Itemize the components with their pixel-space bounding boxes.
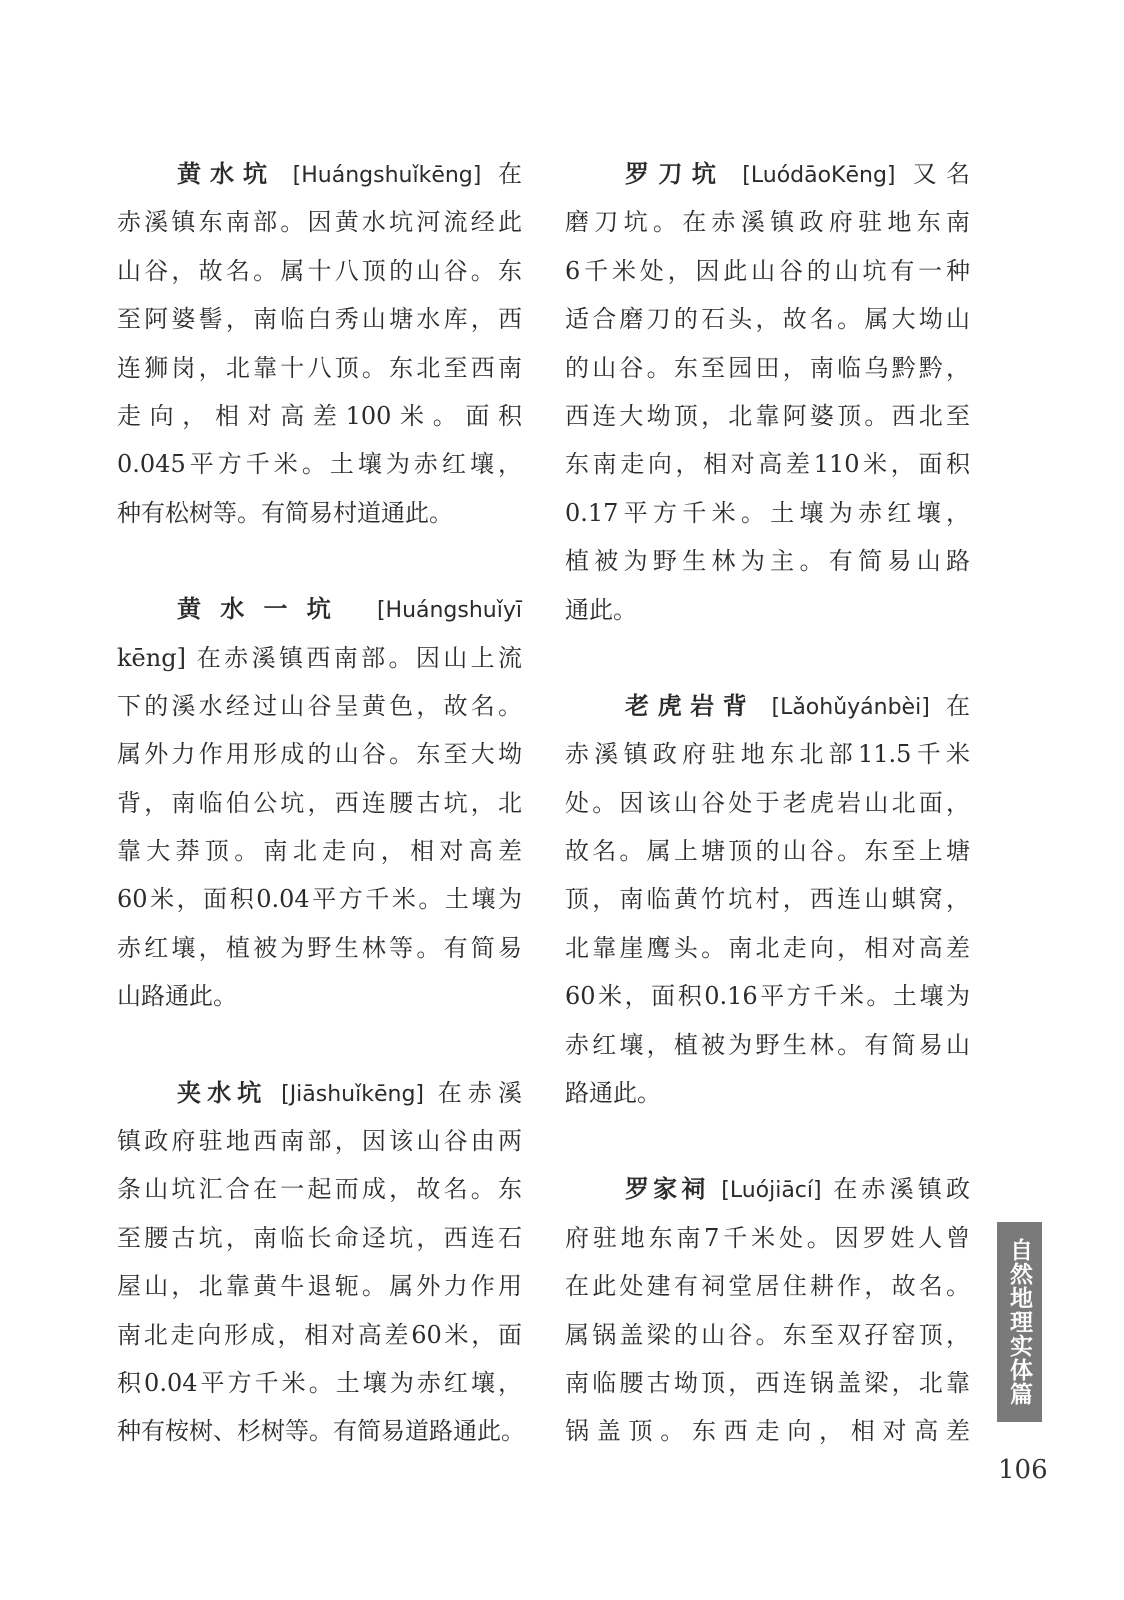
entry-line: 北靠崖鹰头。南北走向，相对高差 [565, 933, 970, 962]
entry-pinyin: [Luójiācí] [721, 1178, 822, 1204]
entry-line: 0.17平方千米。土壤为赤红壤， [565, 498, 970, 527]
entry-line: 0.045平方千米。土壤为赤红壤， [117, 450, 522, 479]
entry-line: 顶，南临黄竹坑村，西连山蜞窝， [565, 885, 970, 914]
entry-term: 老虎岩背 [625, 690, 756, 720]
entry-term: 黄水一坑 [177, 594, 351, 624]
entry-heading-line [565, 682, 970, 730]
entry-heading-line [117, 1069, 522, 1117]
entry-line: 处。因该山谷处于老虎岩山北面， [565, 788, 970, 817]
entry-pinyin: [Huángshuǐyī [376, 598, 522, 624]
entry-line: 60米，面积0.16平方千米。土壤为 [565, 982, 970, 1011]
entry-line: 通此。 [565, 595, 637, 624]
entry-line: 东南走向，相对高差110米，面积 [565, 450, 970, 479]
entry-line: 赤溪镇东南部。因黄水坑河流经此 [117, 208, 522, 237]
entry-line: 赤红壤，植被为野生林。有简易山 [565, 1030, 970, 1059]
entry-line: 西连大坳顶，北靠阿婆顶。西北至 [565, 401, 970, 430]
entry-luodaokeng [565, 150, 970, 634]
entry-luojiaci [565, 1165, 970, 1455]
entry-heading-rest: 在 [498, 160, 522, 188]
entry-heading-rest: 在赤溪 [437, 1078, 522, 1107]
entry-pinyin: [Jiāshuǐkēng] [281, 1081, 425, 1107]
entry-term: 罗家祠 [625, 1174, 710, 1204]
entry-line: 山谷，故名。属十八顶的山谷。东 [117, 256, 522, 285]
entry-line: 下的溪水经过山谷呈黄色，故名。 [117, 691, 522, 720]
right-column [565, 150, 970, 1456]
page-number: 106 [998, 1455, 1048, 1485]
entry-line: 60米，面积0.04平方千米。土壤为 [117, 885, 522, 914]
entry-laohuyanbei [565, 682, 970, 1118]
entry-heading-line [117, 585, 522, 633]
entry-line: 背，南临伯公坑，西连腰古坑，北 [117, 788, 522, 817]
entry-jiashuikeng [117, 1069, 525, 1456]
entry-heading-rest: 在 [946, 691, 970, 720]
entry-line: 南北走向形成，相对高差60米，面 [117, 1320, 522, 1349]
entry-line: 路通此。 [565, 1079, 661, 1108]
entry-line: 连狮岗，北靠十八顶。东北至西南 [117, 353, 522, 382]
entry-line: 植被为野生林为主。有简易山路 [565, 547, 970, 576]
entry-line: 6千米处，因此山谷的山坑有一种 [565, 256, 970, 285]
entry-heading-line [117, 150, 522, 198]
entry-line: 积0.04平方千米。土壤为赤红壤， [117, 1368, 522, 1397]
entry-huangshuikeng [117, 150, 522, 537]
entry-heading-line [565, 1165, 970, 1213]
chapter-side-tab: 自然地理实体篇 [997, 1222, 1042, 1422]
entry-line: 属锅盖梁的山谷。东至双孖窑顶， [565, 1320, 970, 1349]
entry-line: 南临腰古坳顶，西连锅盖梁，北靠 [565, 1368, 970, 1397]
entry-line: 镇政府驻地西南部，因该山谷由两 [117, 1127, 522, 1156]
entry-line: 至腰古坑，南临长命迳坑，西连石 [117, 1223, 522, 1252]
entry-term: 夹水坑 [177, 1077, 268, 1107]
entry-pinyin: [Lǎohǔyánbèi] [771, 694, 930, 720]
entry-pinyin: [LuódāoKēng] [742, 163, 896, 188]
entry-term: 黄水坑 [177, 159, 277, 188]
entry-line: 故名。属上塘顶的山谷。东至上塘 [565, 837, 970, 866]
entry-line: 属外力作用形成的山谷。东至大坳 [117, 740, 522, 769]
left-column [117, 150, 525, 1456]
entry-line: 适合磨刀的石头，故名。属大坳山 [565, 305, 970, 334]
entry-pinyin: [Huángshuǐkēng] [292, 163, 482, 188]
entry-line: 府驻地东南7千米处。因罗姓人曾 [565, 1223, 970, 1252]
entry-heading-line [565, 150, 970, 198]
entry-line: 至阿婆髻，南临白秀山塘水库，西 [117, 305, 522, 334]
entry-line: 种有桉树、杉树等。有简易道路通此。 [117, 1417, 525, 1446]
entry-huangshuiyikeng [117, 585, 522, 1021]
entry-line: 磨刀坑。在赤溪镇政府驻地东南 [565, 208, 970, 237]
entry-line: 走向，相对高差100米。面积 [117, 401, 522, 430]
entry-line: 赤溪镇政府驻地东北部11.5千米 [565, 740, 970, 769]
entry-heading-rest: 又名 [912, 160, 970, 188]
entry-term: 罗刀坑 [625, 159, 726, 188]
entry-line: 条山坑汇合在一起而成，故名。东 [117, 1175, 522, 1204]
entry-line: kēng] 在赤溪镇西南部。因山上流 [117, 643, 522, 672]
entry-line: 靠大莽顶。南北走向，相对高差 [117, 837, 522, 866]
entry-line: 山路通此。 [117, 982, 237, 1011]
entry-line: 赤红壤，植被为野生林等。有简易 [117, 933, 522, 962]
entry-line: 在此处建有祠堂居住耕作，故名。 [565, 1272, 970, 1301]
entry-line: 锅盖顶。东西走向，相对高差 [565, 1417, 970, 1446]
entry-line: 种有松树等。有简易村道通此。 [117, 498, 453, 527]
entry-line: 屋山，北靠黄牛退轭。属外力作用 [117, 1272, 522, 1301]
entry-heading-rest: 在赤溪镇政 [833, 1175, 970, 1204]
entry-line: 的山谷。东至园田，南临乌黔黔， [565, 353, 970, 382]
